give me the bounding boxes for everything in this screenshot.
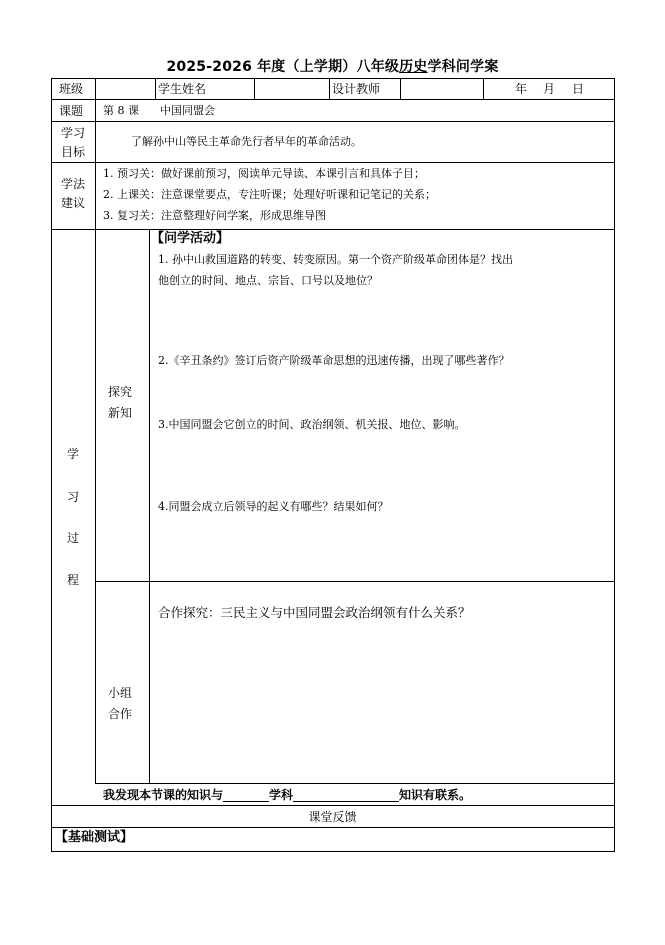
question-3: 3.中国同盟会它创立的时间、政治纲领、机关报、地位、影响。 [158, 418, 466, 431]
title-subject: 历史 [399, 59, 428, 75]
year-label: 年 [515, 82, 528, 96]
method-item-3: 3. 复习关：注意整理好问学案，形成思维导图 [103, 209, 326, 222]
explore-answer-area[interactable] [151, 295, 611, 579]
student-name-label: 学生姓名 [158, 82, 207, 96]
question-1-line-2: 他创立的时间、地点、宗旨、口号以及地位？ [158, 274, 378, 287]
student-name-field[interactable] [255, 80, 328, 98]
method-label-2: 建议 [61, 196, 86, 210]
lesson-title: 中国同盟会 [160, 104, 215, 117]
objective-label-2: 目标 [61, 145, 86, 159]
designer-field[interactable] [401, 80, 482, 98]
method-label-1: 学法 [61, 177, 86, 191]
objective-label-1: 学习 [61, 126, 86, 140]
question-1-line-1: 1. 孙中山救国道路的转变、转变原因。第一个资产阶级革命团体是？找出 [158, 253, 513, 266]
title-suffix: 学科问学案 [427, 59, 499, 75]
discovery-part-2: 学科 [269, 788, 294, 802]
group-label-2: 合作 [108, 707, 133, 721]
class-field[interactable] [96, 80, 154, 98]
class-label: 班级 [59, 82, 84, 96]
group-question: 合作探究：三民主义与中国同盟会政治纲领有什么关系？ [158, 605, 471, 620]
feedback-label: 课堂反馈 [308, 810, 357, 824]
subject-blank-2[interactable] [293, 788, 399, 802]
objective-text: 了解孙中山等民主革命先行者早年的革命活动。 [131, 135, 362, 148]
designer-label: 设计教师 [332, 82, 381, 96]
day-label: 日 [572, 82, 585, 96]
discovery-sentence [103, 788, 471, 802]
discovery-part-1: 我发现本节课的知识与 [103, 788, 224, 802]
group-label-1: 小组 [108, 686, 133, 700]
explore-label-1: 探究 [108, 385, 133, 399]
process-char-2: 习 [67, 490, 80, 504]
activity-heading: 【问学活动】 [151, 231, 230, 246]
method-item-2: 2. 上课关：注意课堂要点，专注听课；处理好听课和记笔记的关系； [103, 188, 436, 201]
method-item-1: 1. 预习关：做好课前预习，阅读单元导读、本课引言和具体子目； [103, 167, 425, 180]
topic-label: 课题 [59, 104, 84, 118]
lesson-number: 第 8 课 [103, 104, 139, 117]
explore-label-2: 新知 [108, 406, 133, 420]
group-answer-area[interactable] [151, 628, 611, 780]
question-2: 2.《辛丑条约》签订后资产阶级革命思想的迅速传播，出现了哪些著作？ [158, 354, 510, 367]
process-char-4: 程 [67, 573, 80, 587]
process-char-1: 学 [67, 447, 80, 461]
discovery-part-3: 知识有联系。 [399, 788, 472, 802]
subject-blank-1[interactable] [223, 788, 269, 802]
question-4: 4.同盟会成立后领导的起义有哪些？结果如何？ [158, 500, 389, 513]
basic-test-heading: 【基础测试】 [55, 830, 134, 845]
month-label: 月 [543, 82, 556, 96]
title-prefix: 2025-2026 年度（上学期）八年级 [166, 59, 400, 75]
process-char-3: 过 [67, 531, 80, 545]
page-title [0, 56, 665, 76]
